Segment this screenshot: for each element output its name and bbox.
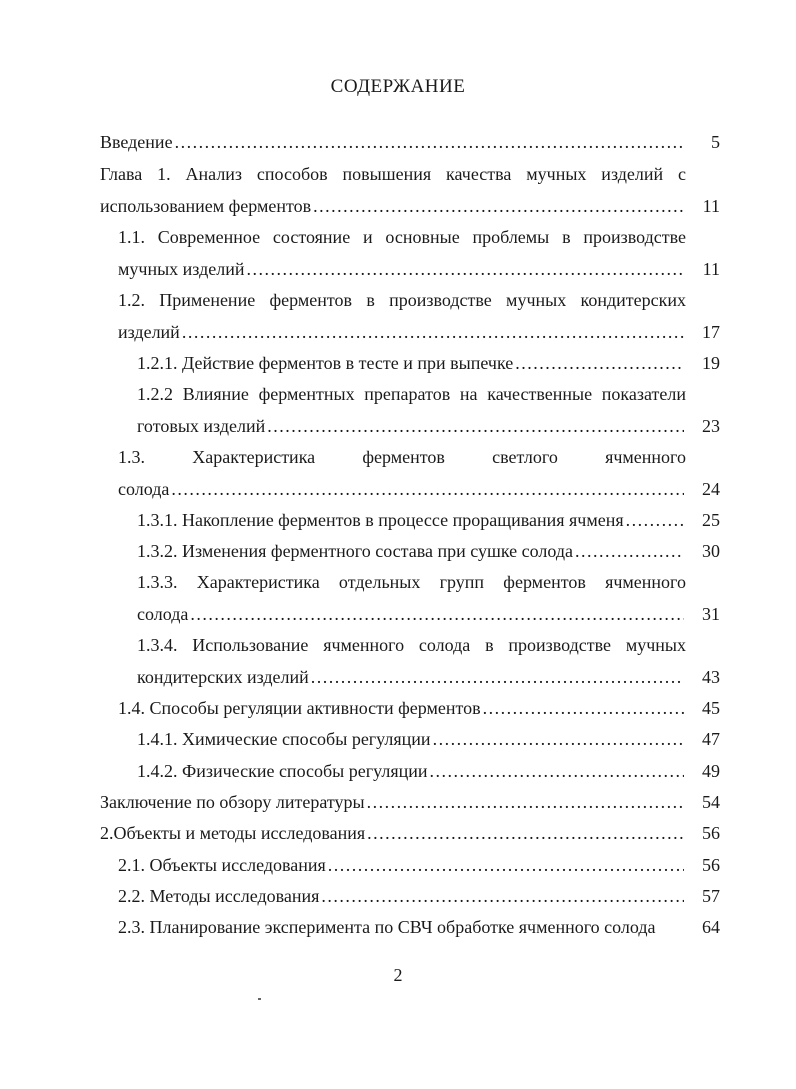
toc-page-number: 17	[702, 322, 720, 342]
dot-leader	[246, 259, 684, 280]
toc-entry-title: 1.2.1. Действие ферментов в тесте и при выпечке	[137, 353, 514, 373]
toc-entry-title: 1.3.1. Накопление ферментов в процессе проращивания ячменя	[137, 510, 624, 530]
toc-page-number: 31	[702, 604, 720, 624]
toc-page-number: 45	[702, 698, 720, 718]
toc-entry-title: использованием ферментов	[100, 196, 312, 216]
toc-entry-leader-line	[118, 917, 686, 938]
toc-entry-title: солода	[118, 479, 170, 499]
toc-entry-leader-line	[137, 604, 686, 625]
dot-leader	[171, 479, 684, 500]
toc-entry-leader-line	[137, 761, 686, 782]
toc-entry-heading-line: Глава 1. Анализ способов повышения качества мучных изделий с	[100, 164, 686, 184]
dot-leader	[367, 792, 684, 813]
toc-entry-leader-line	[100, 823, 686, 844]
toc-entry-heading-line: 1.2.2 Влияние ферментных препаратов на качественные показатели	[137, 384, 686, 404]
toc-page-number: 11	[702, 196, 720, 216]
toc-entry-title: 1.3.2. Изменения ферментного состава при сушке солода	[137, 541, 574, 561]
scan-speck	[258, 998, 261, 1000]
toc-entry-leader-line	[118, 479, 686, 500]
toc-page-number: 56	[702, 855, 720, 875]
toc-entry-leader-line	[100, 792, 686, 813]
toc-page-number: 43	[702, 667, 720, 687]
dot-leader	[328, 855, 684, 876]
toc-entry-title: 2.Объекты и методы исследования	[100, 823, 366, 843]
toc-page-number: 47	[702, 729, 720, 749]
dot-leader	[430, 761, 685, 782]
toc-page-number: 64	[702, 917, 720, 937]
dot-leader	[626, 510, 684, 531]
toc-entry-title: готовых изделий	[137, 416, 266, 436]
toc-entry-leader-line	[118, 886, 686, 907]
dot-leader	[175, 132, 684, 153]
toc-entry-leader-line	[100, 196, 686, 217]
toc-entry-leader-line	[137, 667, 686, 688]
toc-entry-title: 1.4. Способы регуляции активности ферментов	[118, 698, 481, 718]
toc-entry-leader-line	[137, 416, 686, 437]
dot-leader	[433, 729, 684, 750]
toc-entry-title: Введение	[100, 132, 173, 152]
dot-leader	[321, 886, 684, 907]
toc-page-number: 57	[702, 886, 720, 906]
dot-leader	[267, 416, 684, 437]
toc-entry-leader-line	[137, 541, 686, 562]
dot-leader	[182, 322, 684, 343]
toc-page-number: 5	[711, 132, 720, 152]
toc-entry-leader-line	[100, 132, 686, 153]
toc-page-number: 49	[702, 761, 720, 781]
toc-entry-title: 2.1. Объекты исследования	[118, 855, 326, 875]
dot-leader	[515, 353, 684, 374]
toc-entry-title: 1.4.2. Физические способы регуляции	[137, 761, 428, 781]
page-title: СОДЕРЖАНИЕ	[330, 76, 466, 97]
toc-entry-leader-line	[118, 259, 686, 280]
toc-entry-heading-line: 1.1. Современное состояние и основные проблемы в производстве	[118, 227, 686, 247]
toc-page-number: 11	[702, 259, 720, 279]
toc-entry-heading-line: 1.3. Характеристика ферментов светлого ячменного	[118, 447, 686, 467]
toc-entry-title: изделий	[118, 322, 180, 342]
toc-page-number: 24	[702, 479, 720, 499]
toc-entry-title: кондитерских изделий	[137, 667, 309, 687]
toc-entry-title: 2.3. Планирование эксперимента по СВЧ обработке ячменного солода	[118, 917, 656, 937]
toc-entry-title: Заключение по обзору литературы	[100, 792, 365, 812]
toc-page-number: 25	[702, 510, 720, 530]
toc-entry-title: мучных изделий	[118, 259, 245, 279]
dot-leader	[313, 196, 684, 217]
dot-leader	[190, 604, 684, 625]
toc-page-number: 19	[702, 353, 720, 373]
toc-entry-leader-line	[118, 322, 686, 343]
toc-entry-leader-line	[137, 510, 686, 531]
toc-entry-heading-line: 1.3.4. Использование ячменного солода в производстве мучных	[137, 635, 686, 655]
toc-entry-title: 1.4.1. Химические способы регуляции	[137, 729, 431, 749]
dot-leader	[367, 823, 684, 844]
toc-entry-heading-line: 1.2. Применение ферментов в производстве мучных кондитерских	[118, 290, 686, 310]
dot-leader	[575, 541, 684, 562]
page-number: 2	[393, 965, 403, 985]
toc-entry-leader-line	[118, 855, 686, 876]
toc-entry-leader-line	[137, 353, 686, 374]
toc-entry-leader-line	[137, 729, 686, 750]
dot-leader	[483, 698, 684, 719]
toc-entry-title: 2.2. Методы исследования	[118, 886, 320, 906]
toc-page-number: 54	[702, 792, 720, 812]
toc-page-number: 23	[702, 416, 720, 436]
dot-leader	[311, 667, 684, 688]
toc-page-number: 56	[702, 823, 720, 843]
toc-entry-leader-line	[118, 698, 686, 719]
toc-entry-heading-line: 1.3.3. Характеристика отдельных групп ферментов ячменного	[137, 572, 686, 592]
toc-entry-title: солода	[137, 604, 189, 624]
toc-page-number: 30	[702, 541, 720, 561]
